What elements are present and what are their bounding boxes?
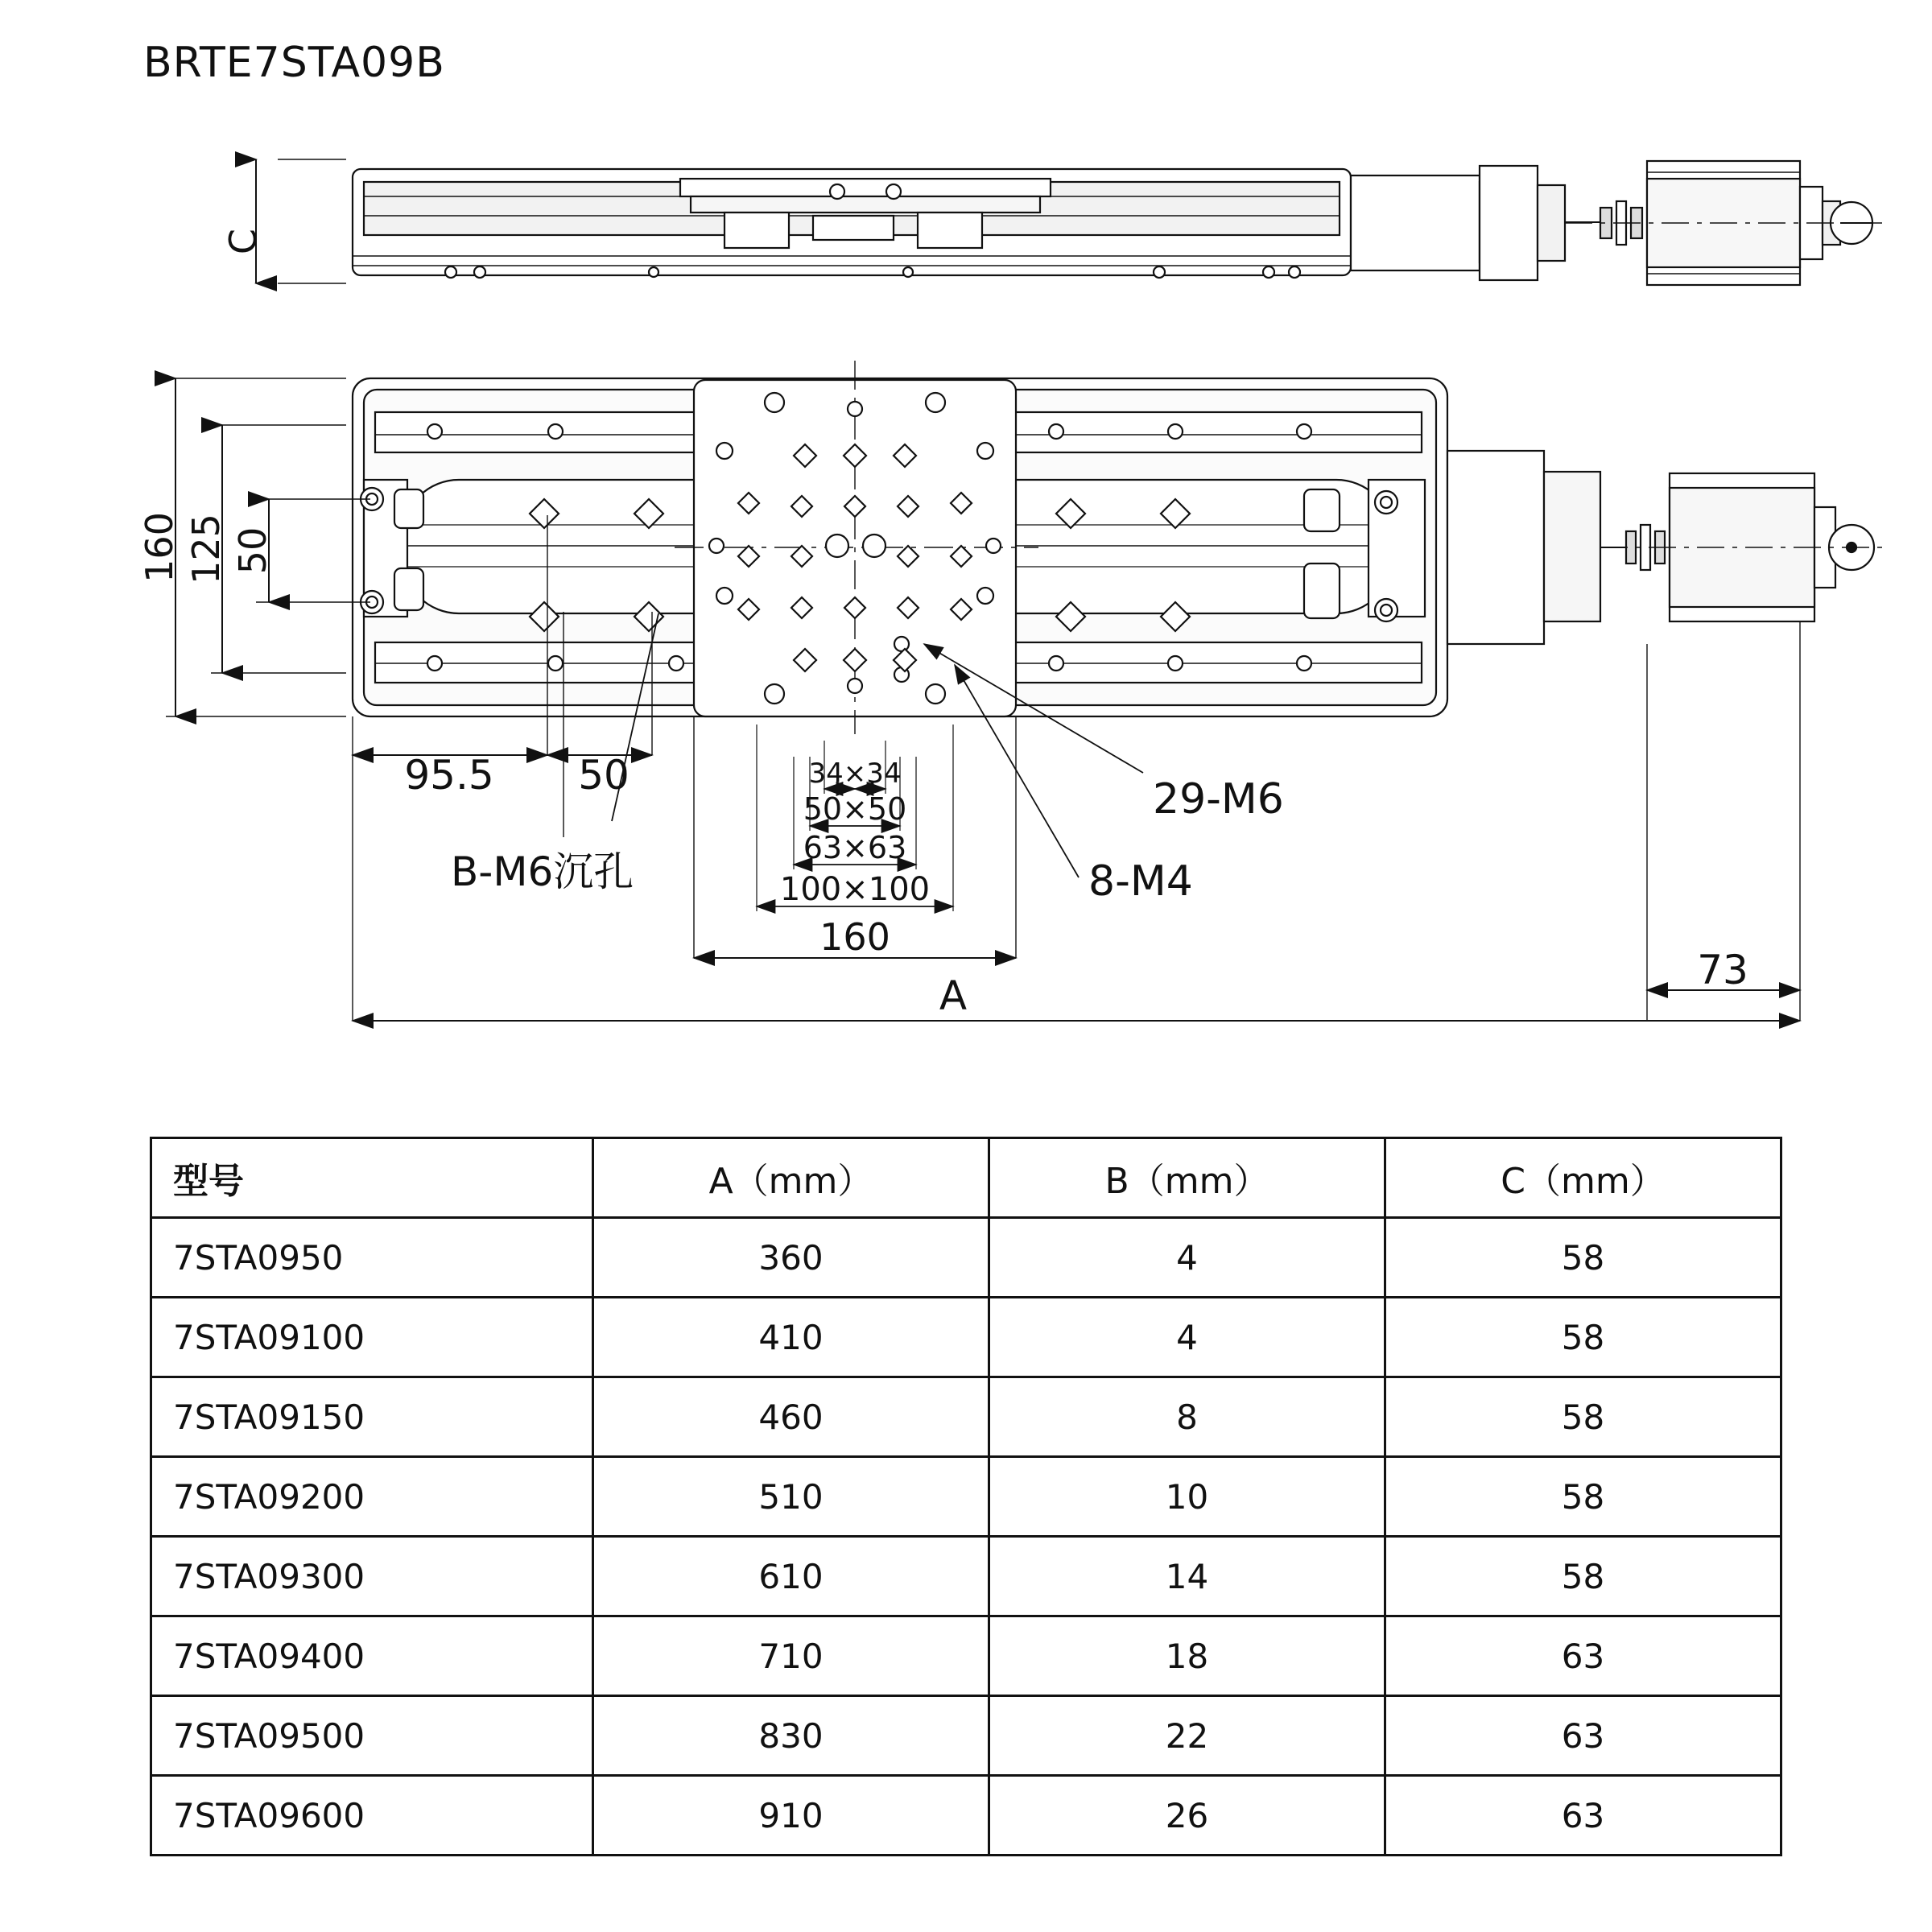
- cell-a: 360: [593, 1218, 989, 1298]
- specification-table: [150, 1137, 1782, 1856]
- cell-c: 63: [1385, 1696, 1781, 1776]
- dim-95-5: 95.5: [404, 752, 494, 799]
- dim-160-plate: 160: [819, 915, 890, 959]
- cell-c: 58: [1385, 1457, 1781, 1537]
- header-model: 型号: [151, 1138, 593, 1218]
- table-row: [151, 1616, 1781, 1696]
- cell-model: 7STA0950: [151, 1218, 593, 1298]
- table-header-row: [151, 1138, 1781, 1218]
- table-row: [151, 1377, 1781, 1457]
- dim-50-pitch: 50: [578, 752, 630, 799]
- dim-50-slot: 50: [231, 526, 275, 575]
- cell-b: 22: [989, 1696, 1385, 1776]
- table-row: [151, 1776, 1781, 1856]
- cell-model: 7STA09150: [151, 1377, 593, 1457]
- cell-b: 26: [989, 1776, 1385, 1856]
- cell-a: 610: [593, 1537, 989, 1616]
- cell-a: 830: [593, 1696, 989, 1776]
- cell-c: 58: [1385, 1218, 1781, 1298]
- cell-b: 14: [989, 1537, 1385, 1616]
- callout-29-m6: 29-M6: [1153, 775, 1284, 824]
- page-title: BRTE7STA09B: [143, 39, 445, 87]
- dim-125: 125: [184, 514, 228, 584]
- header-c: C（mm）: [1385, 1138, 1781, 1218]
- cell-c: 58: [1385, 1377, 1781, 1457]
- cell-b: 10: [989, 1457, 1385, 1537]
- cell-model: 7STA09200: [151, 1457, 593, 1537]
- cell-c: 63: [1385, 1616, 1781, 1696]
- cell-b: 4: [989, 1218, 1385, 1298]
- cell-model: 7STA09300: [151, 1537, 593, 1616]
- cell-a: 910: [593, 1776, 989, 1856]
- plan-view: [353, 361, 1885, 734]
- table-row: [151, 1457, 1781, 1537]
- cell-c: 63: [1385, 1776, 1781, 1856]
- dim-100x100: 100×100: [779, 871, 931, 908]
- cell-a: 510: [593, 1457, 989, 1537]
- dim-73: 73: [1697, 947, 1748, 993]
- dim-c-label: C: [221, 228, 265, 255]
- cell-a: 410: [593, 1298, 989, 1377]
- cell-c: 58: [1385, 1298, 1781, 1377]
- table-row: [151, 1537, 1781, 1616]
- cell-model: 7STA09100: [151, 1298, 593, 1377]
- callout-counterbore: B-M6沉孔: [451, 848, 634, 895]
- table-row: [151, 1218, 1781, 1298]
- dim-a-label: A: [939, 972, 968, 1019]
- cell-a: 710: [593, 1616, 989, 1696]
- cell-model: 7STA09600: [151, 1776, 593, 1856]
- cell-model: 7STA09500: [151, 1696, 593, 1776]
- cell-c: 58: [1385, 1537, 1781, 1616]
- cell-b: 18: [989, 1616, 1385, 1696]
- dim-63x63: 63×63: [803, 830, 907, 865]
- dim-50x50: 50×50: [803, 791, 907, 827]
- dim-160-height: 160: [138, 512, 181, 583]
- cell-model: 7STA09400: [151, 1616, 593, 1696]
- header-b: B（mm）: [989, 1138, 1385, 1218]
- dim-34x34: 34×34: [808, 758, 902, 790]
- cell-b: 4: [989, 1298, 1385, 1377]
- side-view: [256, 159, 1885, 285]
- cell-b: 8: [989, 1377, 1385, 1457]
- table-row: [151, 1298, 1781, 1377]
- cell-a: 460: [593, 1377, 989, 1457]
- table-row: [151, 1696, 1781, 1776]
- callout-8-m4: 8-M4: [1088, 857, 1193, 906]
- header-a: A（mm）: [593, 1138, 989, 1218]
